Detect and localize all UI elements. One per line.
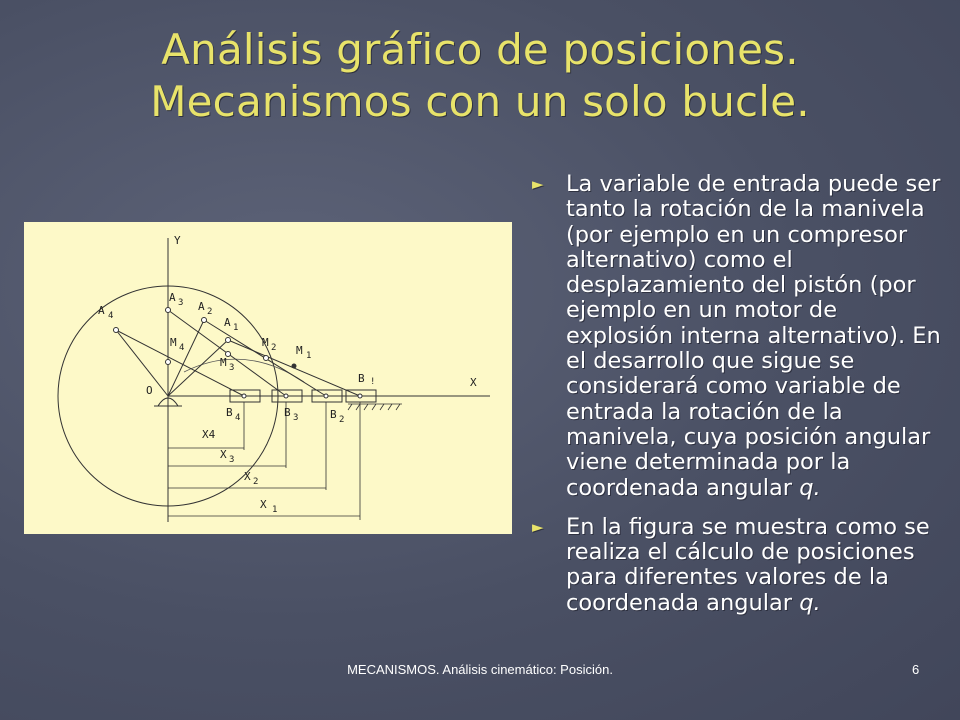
label-x2-sub: 2 [253,477,259,487]
slider-crank-diagram [24,222,512,534]
label-x4: X4 [202,428,216,441]
bullet-text: La variable de entrada puede ser tanto la rotación de la manivela (por ejemplo en un compresor alternativo) como el desplazamiento del pistón (por ejemplo en un motor de explosión interna alternativo). En el desarrollo que sigue se considerará como variable de entrada la rotación de la manivela, cuya posición angular viene determinada por la coordenada angular [566,171,941,501]
joint-a1 [226,338,231,343]
label-y: Y [174,234,181,247]
crank-1 [168,340,228,396]
label-b1-sub: ! [370,377,376,387]
label-x3-sub: 3 [229,455,235,465]
bullet-item [530,515,950,616]
title-line-2: Mecanismos con un solo bucle. [150,77,810,126]
joint-b2 [324,394,328,398]
label-b3-sub: 3 [293,413,299,423]
bullet-emphasis: q. [799,474,821,501]
label-a3-sub: 3 [178,298,184,308]
label-a4: A [98,304,105,317]
label-m1: M [296,344,303,357]
joint-a3 [166,308,171,313]
label-b4: B [226,406,233,419]
joint-b3 [284,394,288,398]
crank-4 [116,330,168,396]
bullet-emphasis: q. [799,589,821,616]
joint-m2 [264,356,269,361]
triangle-bullet-icon: ► [532,175,544,193]
joint-m4 [166,360,171,365]
joint-b4 [242,394,246,398]
label-x: X [470,376,477,389]
footer-text: MECANISMOS. Análisis cinemático: Posición. [347,662,613,677]
mechanism-figure [24,222,512,534]
slide-footer [0,662,960,682]
label-b2-sub: 2 [339,415,345,425]
label-m2: M [262,336,269,349]
label-x1-sub: 1 [272,505,278,515]
label-m4-sub: 4 [179,343,185,353]
crank-2 [168,320,204,396]
triangle-bullet-icon: ► [532,517,544,536]
label-b3: B [284,406,291,419]
label-a4-sub: 4 [108,311,114,321]
label-m2-sub: 2 [271,343,277,353]
label-x3: X [220,448,227,461]
joint-a2 [202,318,207,323]
label-x2: X [244,470,251,483]
joint-a4 [114,328,119,333]
label-a1: A [224,316,231,329]
label-a1-sub: 1 [233,323,239,333]
label-b1: B [358,372,365,385]
label-a2: A [198,300,205,313]
bullet-text: En la figura se muestra como se realiza el cálculo de posiciones para diferentes valores de la coordenada angular [566,513,930,616]
slide-title [40,24,920,128]
label-m4: M [170,336,177,349]
label-b2: B [330,408,337,421]
label-m3-sub: 3 [229,363,235,373]
title-line-1: Análisis gráfico de posiciones. [161,25,799,74]
joint-m1 [292,364,297,369]
label-b4-sub: 4 [235,413,241,423]
bullet-item [530,172,950,501]
label-o: O [146,384,153,397]
page-number: 6 [912,662,920,677]
bullet-list [530,172,950,630]
label-a2-sub: 2 [207,307,213,317]
label-m1-sub: 1 [306,351,312,361]
label-x1: X [260,498,267,511]
label-a3: A [169,291,176,304]
ground-hatch [348,404,402,410]
joint-b1 [358,394,362,398]
label-m3: M [220,356,227,369]
